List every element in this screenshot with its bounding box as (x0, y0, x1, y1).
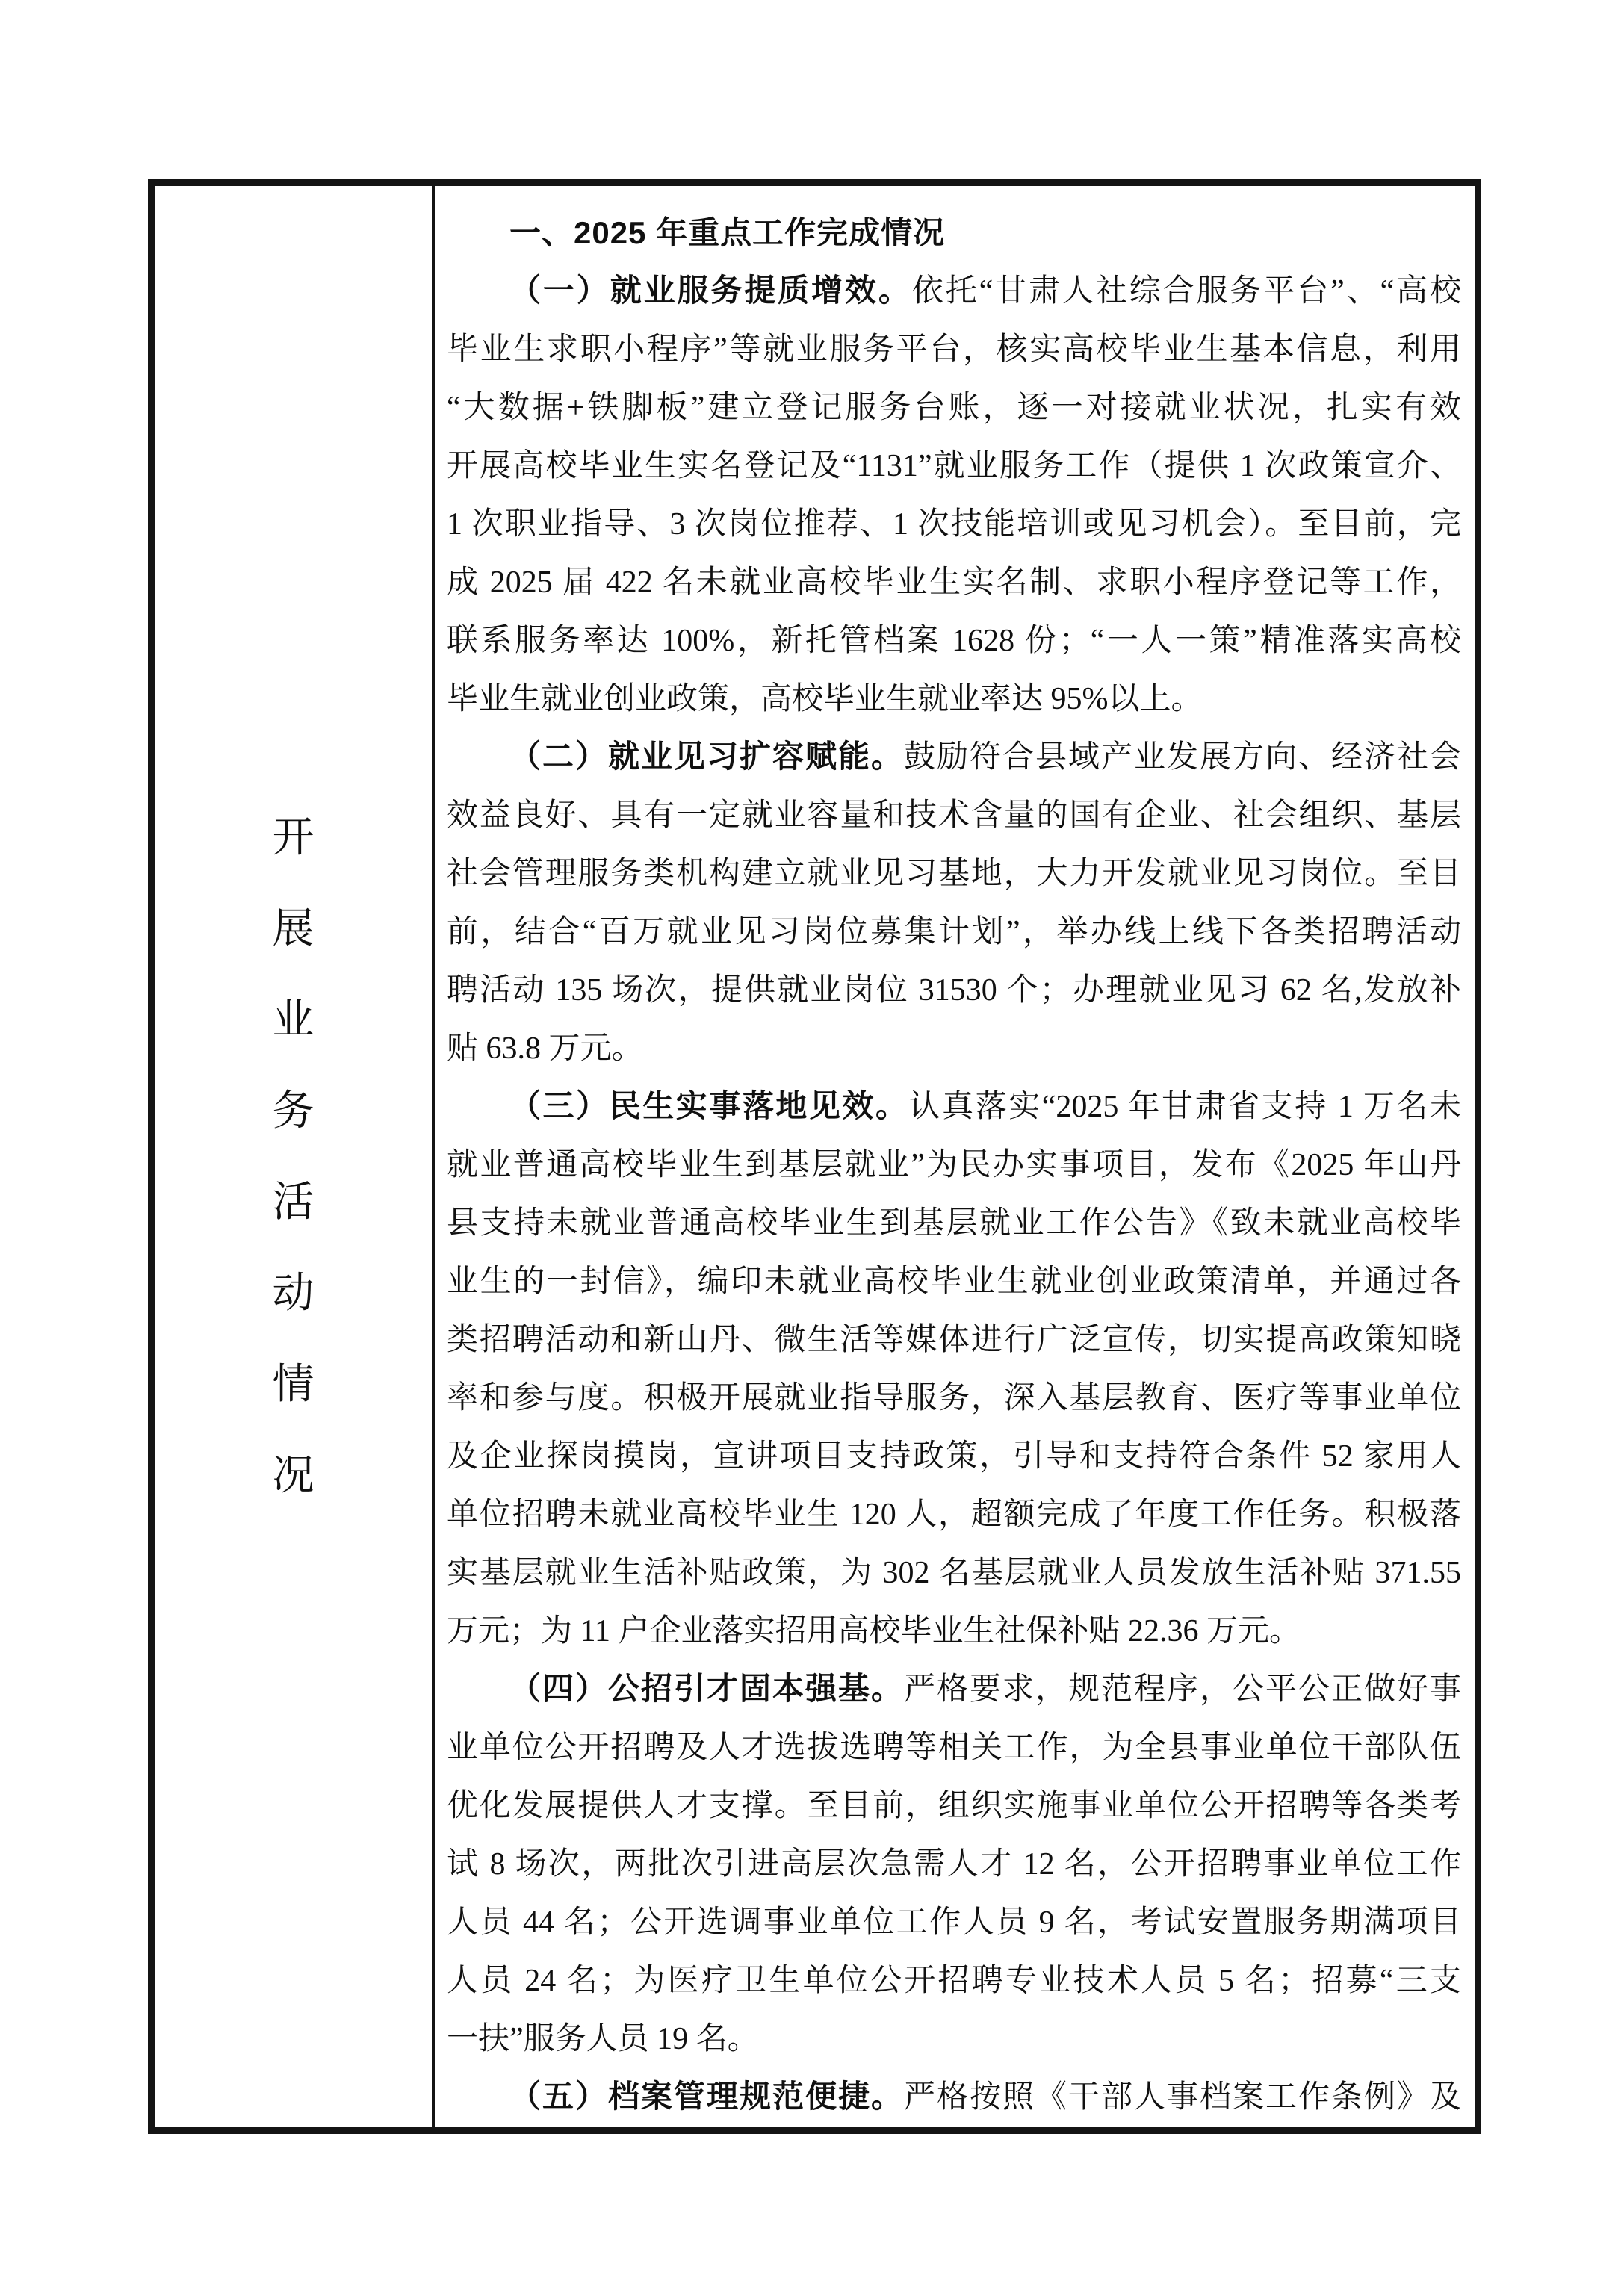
line-text: 毕业生求职小程序”等就业服务平台，核实高校毕业生基本信息，利用 (447, 332, 1461, 367)
text-line (447, 1777, 1461, 1835)
text-line (447, 1602, 1461, 1660)
left-cell (155, 186, 435, 2127)
text-line (447, 1427, 1461, 1486)
line-text: 社会管理服务类机构建立就业见习基地，大力开发就业见习岗位。至目 (447, 857, 1461, 891)
text-line (447, 437, 1461, 495)
line-text: 类招聘活动和新山丹、微生活等媒体进行广泛宣传，切实提高政策知晓 (447, 1323, 1461, 1357)
line-text: 开展高校毕业生实名登记及“1131”就业服务工作（提供 1 次政策宣介、 (447, 449, 1461, 483)
line-text: 依托“甘肃人社综合服务平台”、“高校 (911, 274, 1461, 308)
line-text: 1 次职业指导、3 次岗位推荐、1 次技能培训或见习机会）。至目前，完 (447, 507, 1461, 542)
vertical-label-char: 动 (272, 1270, 314, 1317)
text-line (447, 1544, 1461, 1602)
line-text: 成 2025 届 422 名未就业高校毕业生实名制、求职小程序登记等工作， (447, 565, 1461, 600)
vertical-label-char: 情 (272, 1361, 314, 1408)
text-line (447, 786, 1461, 845)
line-text: 贴 63.8 万元。 (447, 1031, 643, 1066)
line-text: 毕业生就业创业政策，高校毕业生就业率达 95%以上。 (447, 682, 1203, 716)
line-text: 县支持未就业普通高校毕业生到基层就业工作公告》《致未就业高校毕 (447, 1206, 1461, 1241)
line-bold-prefix: （四）公招引才固本强基。 (509, 1672, 904, 1707)
text-line (447, 1311, 1461, 1369)
left-cell-vertical-label (272, 814, 314, 1499)
text-line (447, 1136, 1461, 1194)
line-text: 实基层就业生活补贴政策，为 302 名基层就业人员发放生活补贴 371.55 (447, 1556, 1461, 1590)
line-text: 业单位公开招聘及人才选拔选聘等相关工作，为全县事业单位干部队伍 (447, 1731, 1461, 1765)
line-text: 聘活动 135 场次，提供就业岗位 31530 个；办理就业见习 62 名,发放补 (447, 973, 1461, 1008)
line-text: 人员 44 名；公开选调事业单位工作人员 9 名，考试安置服务期满项目 (447, 1905, 1461, 1940)
line-bold-prefix: （三）民生实事落地见效。 (509, 1090, 909, 1124)
right-cell (435, 186, 1475, 2127)
text-line (447, 961, 1461, 1020)
line-bold-prefix: 一、2025 年重点工作完成情况 (509, 215, 946, 250)
line-text: 严格按照《干部人事档案工作条例》及 (904, 2080, 1461, 2115)
vertical-label-char: 开 (272, 814, 314, 861)
text-line (447, 1253, 1461, 1311)
vertical-label-char: 展 (272, 905, 314, 952)
line-text: “大数据+铁脚板”建立登记服务台账，逐一对接就业状况，扎实有效 (447, 391, 1461, 425)
line-bold-prefix: （五）档案管理规范便捷。 (509, 2080, 904, 2115)
text-line (447, 1660, 1461, 1719)
text-line (447, 1020, 1461, 1078)
text-line (447, 670, 1461, 728)
text-line (447, 1719, 1461, 1777)
text-line (447, 262, 1461, 320)
vertical-label-char: 业 (272, 996, 314, 1043)
line-bold-prefix: （一）就业服务提质增效。 (509, 274, 912, 308)
activity-report-table (148, 179, 1481, 2134)
line-text: 认真落实“2025 年甘肃省支持 1 万名未 (908, 1090, 1461, 1124)
text-line (447, 1078, 1461, 1136)
text-line (447, 2068, 1461, 2126)
text-line (447, 903, 1461, 961)
line-text: 业生的一封信》，编印未就业高校毕业生就业创业政策清单，并通过各 (447, 1265, 1461, 1299)
line-bold-prefix: （二）就业见习扩容赋能。 (509, 740, 904, 775)
vertical-label-char: 务 (272, 1088, 314, 1135)
line-text: 一扶”服务人员 19 名。 (447, 2022, 759, 2056)
text-line (447, 1194, 1461, 1253)
text-line (447, 1952, 1461, 2010)
vertical-label-char: 活 (272, 1179, 314, 1226)
line-text: 就业普通高校毕业生到基层就业”为民办实事项目，发布《2025 年山丹 (447, 1148, 1461, 1182)
document-body (447, 204, 1461, 2126)
vertical-label-char: 况 (272, 1452, 314, 1499)
line-text: 万元；为 11 户企业落实招用高校毕业生社保补贴 22.36 万元。 (447, 1614, 1301, 1648)
text-line (447, 1369, 1461, 1427)
line-text: 联系服务率达 100%，新托管档案 1628 份；“一人一策”精准落实高校 (447, 624, 1461, 658)
line-text: 鼓励符合县域产业发展方向、经济社会 (904, 740, 1461, 775)
text-line (447, 379, 1461, 437)
text-line (447, 728, 1461, 786)
line-text: 效益良好、具有一定就业容量和技术含量的国有企业、社会组织、基层 (447, 798, 1461, 833)
text-line (447, 1893, 1461, 1952)
text-line (447, 612, 1461, 670)
text-line (447, 1835, 1461, 1893)
text-line (447, 553, 1461, 612)
line-text: 试 8 场次，两批次引进高层次急需人才 12 名，公开招聘事业单位工作 (447, 1847, 1461, 1881)
text-line (447, 204, 1461, 262)
line-text: 及企业探岗摸岗，宣讲项目支持政策，引导和支持符合条件 52 家用人 (447, 1439, 1461, 1474)
text-line (447, 845, 1461, 903)
text-line (447, 495, 1461, 553)
text-line (447, 320, 1461, 379)
line-text: 前，结合“百万就业见习岗位募集计划”，举办线上线下各类招聘活动 (447, 915, 1461, 949)
line-text: 严格要求，规范程序，公平公正做好事 (904, 1672, 1461, 1707)
line-text: 优化发展提供人才支撑。至目前，组织实施事业单位公开招聘等各类考 (447, 1789, 1461, 1823)
line-text: 率和参与度。积极开展就业指导服务，深入基层教育、医疗等事业单位 (447, 1381, 1461, 1415)
text-line (447, 1486, 1461, 1544)
text-line (447, 2010, 1461, 2068)
line-text: 人员 24 名；为医疗卫生单位公开招聘专业技术人员 5 名；招募“三支 (447, 1964, 1461, 1998)
line-text: 单位招聘未就业高校毕业生 120 人，超额完成了年度工作任务。积极落 (447, 1498, 1461, 1532)
